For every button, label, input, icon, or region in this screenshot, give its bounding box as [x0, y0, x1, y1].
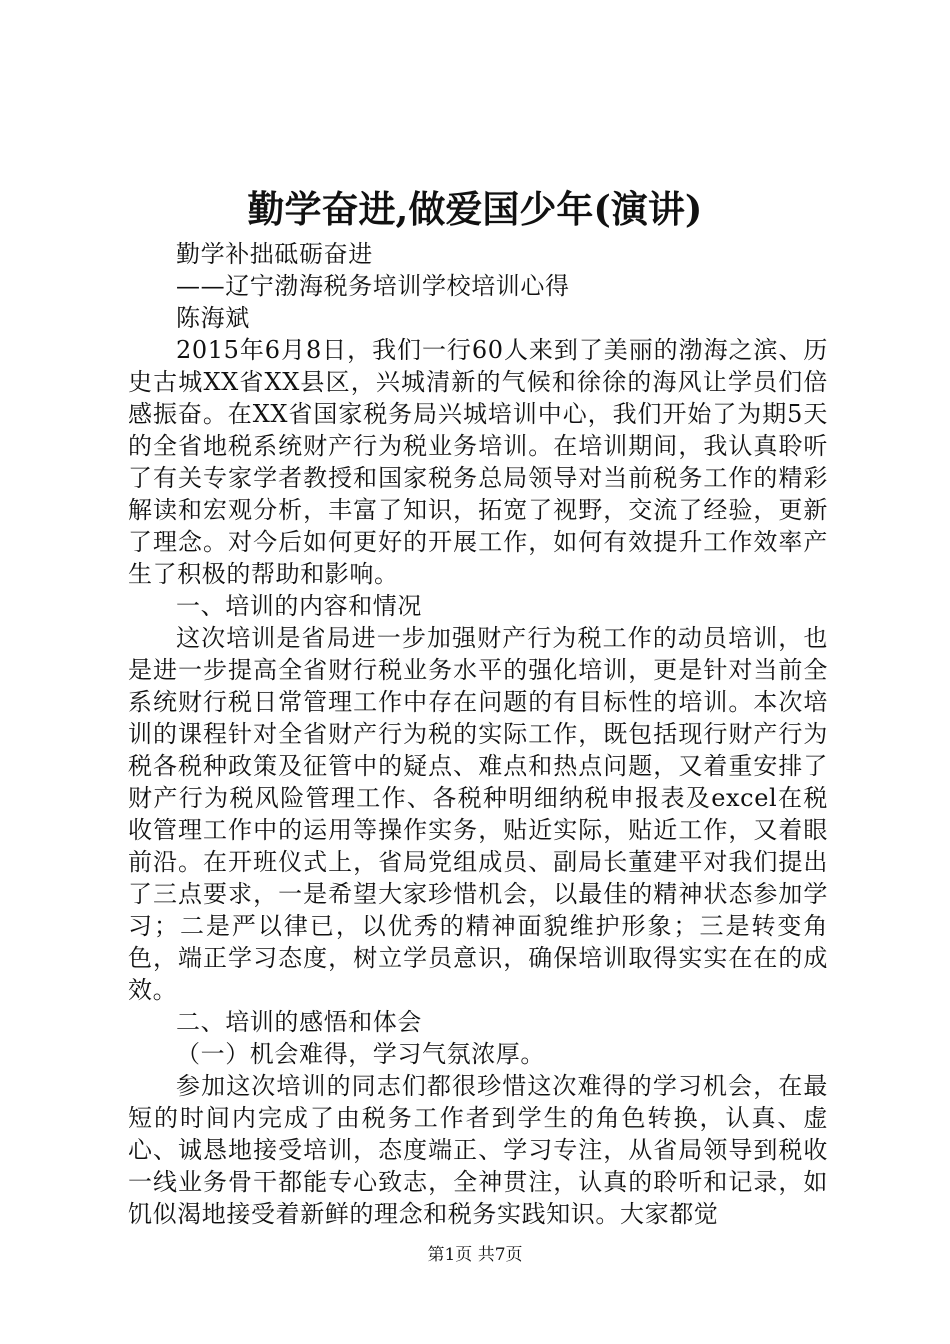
paragraph-author: 陈海斌	[176, 304, 250, 332]
document-title: 勤学奋进,做爱国少年(演讲)	[247, 187, 703, 231]
paragraph-intro: 2015年6月8日，我们一行60人来到了美丽的渤海之滨、历史古城XX省XX县区，兴城清新的气候和徐徐的海风让学员们倍感振奋。在XX省国家税务局兴城培训中心，我们开始了为期5天的全省地税系统财产行为税业务培训。在培训期间，我认真聆听了有关专家学者教授和国家税务总局领导对当前税务工作的精彩解读和宏观分析，丰富了知识，拓宽了视野，交流了经验，更新了理念。对今后如何更好的开展工作，如何有效提升工作效率产生了积极的帮助和影响。	[128, 336, 828, 588]
paragraph-subheading: ——辽宁渤海税务培训学校培训心得	[176, 272, 570, 300]
document-body	[128, 238, 828, 1230]
paragraph-training-content: 这次培训是省局进一步加强财产行为税工作的动员培训，也是进一步提高全省财行税业务水平的强化培训，更是针对当前全系统财行税日常管理工作中存在问题的有目标性的培训。本次培训的课程针对全省财产行为税的实际工作，既包括现行财产行为税各税种政策及征管中的疑点、难点和热点问题，又着重安排了财产行为税风险管理工作、各税种明细纳税申报表及excel在税收管理工作中的运用等操作实务，贴近实际，贴近工作，又着眼前沿。在开班仪式上，省局党组成员、副局长董建平对我们提出了三点要求，一是希望大家珍惜机会，以最佳的精神状态参加学习；二是严以律已，以优秀的精神面貌维护形象；三是转变角色，端正学习态度，树立学员意识，确保培训取得实实在在的成效。	[128, 624, 828, 1004]
subsection-heading-1: （一）机会难得，学习气氛浓厚。	[176, 1040, 545, 1068]
paragraph-subtitle: 勤学补拙砥砺奋进	[176, 240, 373, 268]
paragraph-experience: 参加这次培训的同志们都很珍惜这次难得的学习机会，在最短的时间内完成了由税务工作者到学生的角色转换，认真、虚心、诚恳地接受培训，态度端正、学习专注，从省局领导到税收一线业务骨干都能专心致志，全神贯注，认真的聆听和记录，如饥似渴地接受着新鲜的理念和税务实践知识。大家都觉	[128, 1072, 828, 1228]
section-heading-2: 二、培训的感悟和体会	[176, 1008, 422, 1036]
section-heading-1: 一、培训的内容和情况	[176, 592, 422, 620]
page-footer: 第1页 共7页	[427, 1245, 523, 1265]
